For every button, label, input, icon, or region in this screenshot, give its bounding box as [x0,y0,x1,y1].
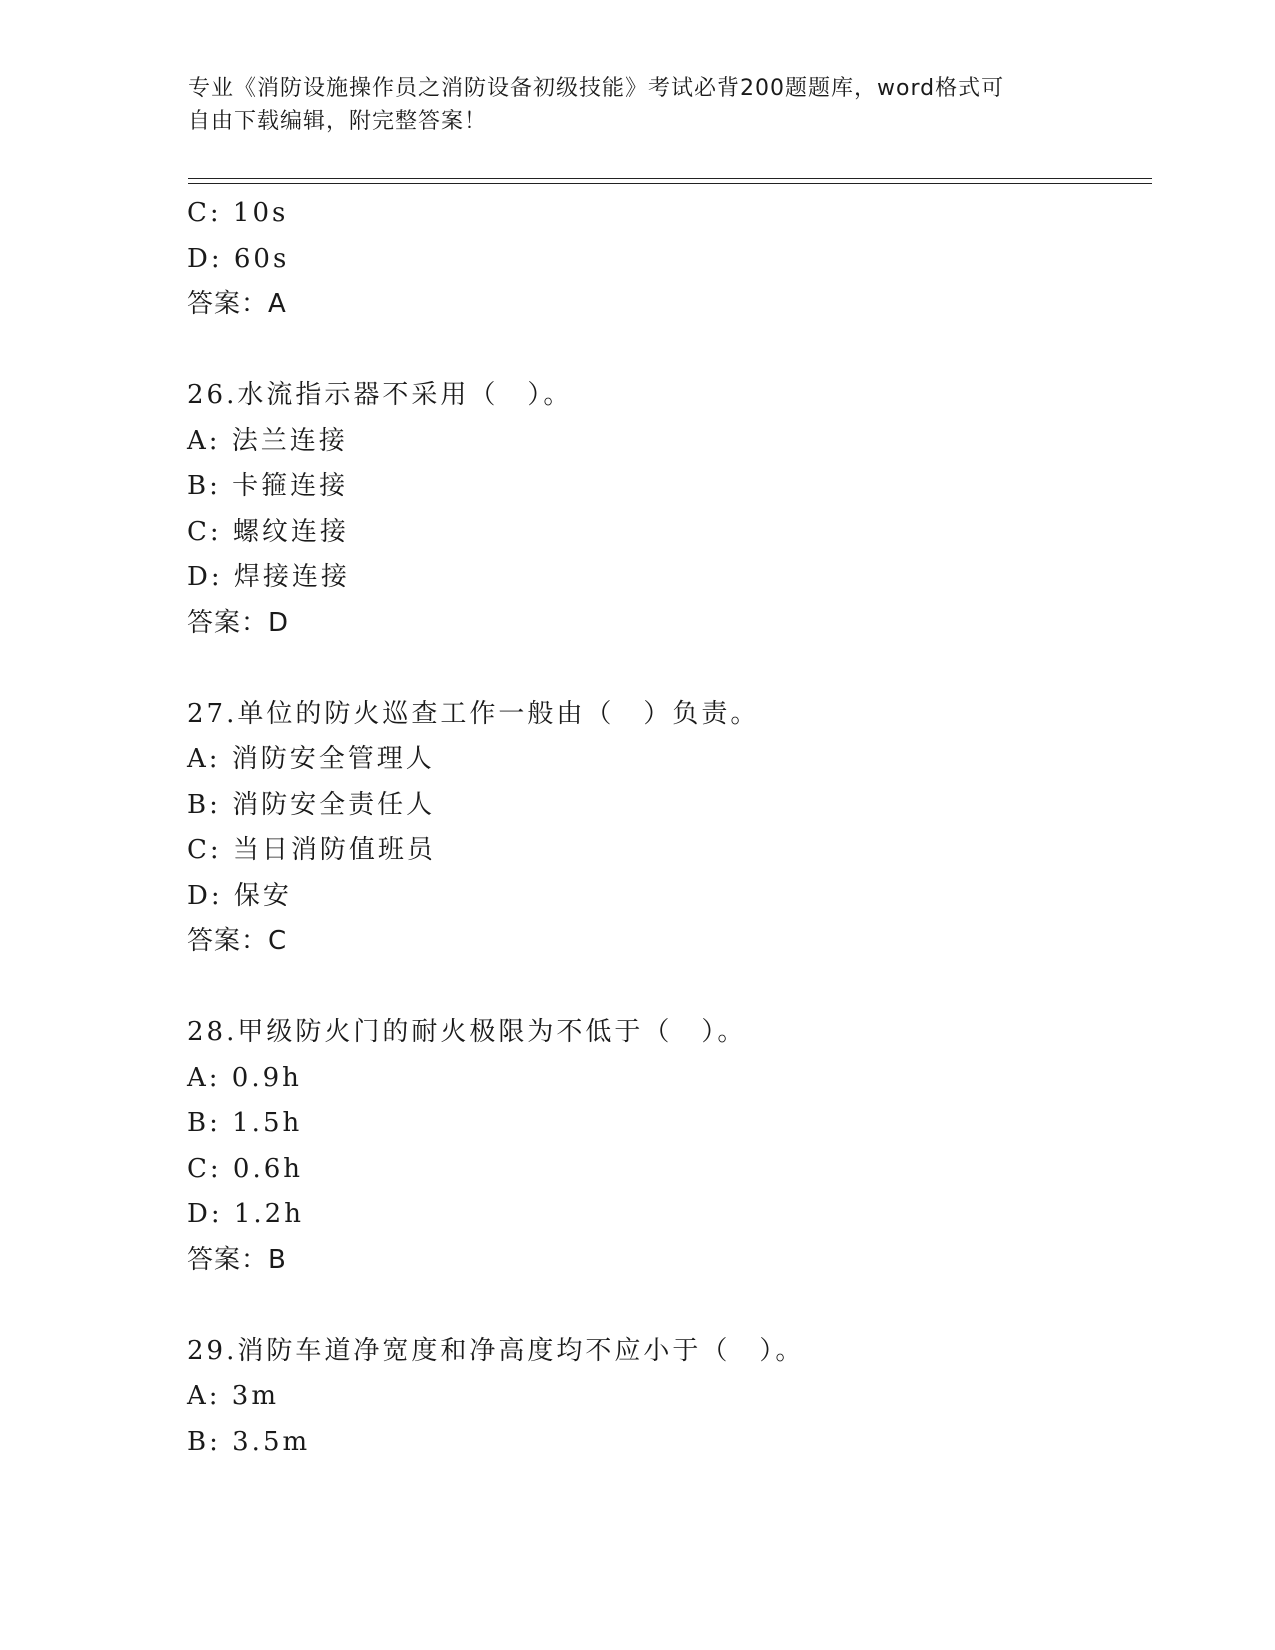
answer: 答案：D [187,607,290,638]
option-c: C: 当日消防值班员 [187,835,436,865]
option-c: C: 0.6h [187,1153,304,1184]
option-d: D: 焊接连接 [187,562,350,592]
question-29 [187,1329,1147,1466]
option-b: B: 1.5h [187,1108,303,1138]
answer: 答案：A [187,289,287,319]
option-b: B: 3.5m [187,1426,311,1457]
option-d: D: 1.2h [187,1199,304,1229]
option-b: B: 消防安全责任人 [187,789,436,820]
question-27 [187,692,1147,965]
spacer [187,646,1147,692]
question-text: 29.消防车道净宽度和净高度均不应小于（ ）。 [187,1335,805,1366]
header-line-2: 自由下载编辑，附完整答案！ [188,109,488,134]
spacer [187,965,1147,1011]
question-text: 27.单位的防火巡查工作一般由（ ）负责。 [187,698,760,729]
question-text: 26.水流指示器不采用（ ）。 [187,380,573,410]
page-header [188,72,1068,138]
option-d: D: 保安 [187,880,292,911]
answer: 答案：C [187,926,288,956]
option-a: A: 消防安全管理人 [187,744,435,774]
option-a: A: 法兰连接 [187,425,348,456]
option-d: D: 60s [187,243,290,274]
header-double-rule [188,178,1152,184]
spacer [187,1283,1147,1329]
option-c: C: 螺纹连接 [187,516,349,547]
question-26 [187,373,1147,646]
option-c: C: 10s [187,198,289,228]
question-25-tail [187,191,1147,328]
question-text: 28.甲级防火门的耐火极限为不低于（ ）。 [187,1017,747,1047]
option-a: A: 0.9h [187,1062,302,1093]
question-list [187,191,1147,1465]
option-b: B: 卡箍连接 [187,471,349,501]
spacer [187,328,1147,374]
option-a: A: 3m [187,1381,279,1411]
answer: 答案：B [187,1244,287,1275]
question-28 [187,1010,1147,1283]
header-line-1: 专业《消防设施操作员之消防设备初级技能》考试必背200题题库，word格式可 [188,76,1005,101]
